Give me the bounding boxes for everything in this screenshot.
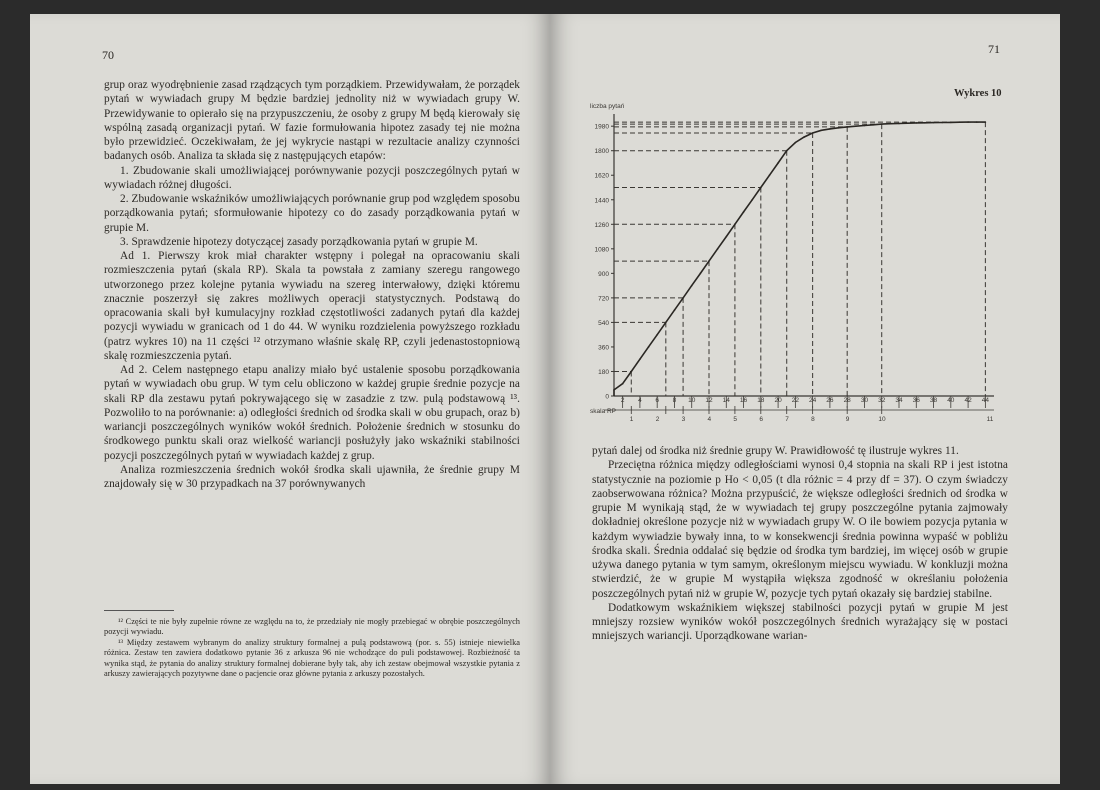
rp-class-label: 1 — [629, 416, 634, 423]
y-tick-label: 360 — [598, 344, 609, 352]
x-tick-label: 42 — [964, 397, 972, 404]
data-point — [613, 389, 615, 391]
data-point — [950, 122, 952, 124]
data-point — [743, 211, 745, 213]
data-point — [648, 346, 650, 348]
x-tick-label: 36 — [912, 397, 920, 404]
y-tick-label: 1800 — [594, 148, 609, 156]
data-point — [829, 128, 831, 130]
footnote: ¹² Części te nie były zupełnie równe ze względu na to, że przedziały nie mogły przebiegać w obrębie poszczególnych pozycji wywiadu. — [104, 617, 520, 637]
x-tick-label: 2 — [620, 397, 625, 404]
y-tick-label: 720 — [598, 295, 609, 303]
data-point — [622, 383, 624, 385]
y-axis-label: liczba pytań — [590, 103, 625, 110]
data-point — [630, 371, 632, 373]
data-point — [872, 124, 874, 126]
data-point — [734, 223, 736, 225]
rp-scale-label: skala RP — [590, 408, 617, 415]
right-body-text — [592, 444, 1008, 644]
rp-class-label: 2 — [655, 416, 660, 423]
footnote-divider — [104, 610, 174, 611]
data-point — [682, 297, 684, 299]
x-tick-label: 4 — [638, 397, 642, 404]
data-point — [838, 127, 840, 129]
y-tick-label: 1620 — [594, 172, 609, 180]
paragraph: Przeciętna różnica między odległościami wynosi 0,4 stopnia na skali RP i jest istotna statystycznie na poziomie p Ho < 0,05 (t dla różnic = 4 przy df = 37). O czym świadczy zaobserwowana różnica? Można przypuścić, że większe odległości średnich od środka w grupie M wynikają stąd, że w wywiadach tej grupy poszczególne pytania zajmowały dokładniej określone pozycje niż w wywiadach grupy W. O ile bowiem pozycja pytania w każdym wywiadzie bywały inna, to w konsekwencji średnia powinna wypaść w pobliżu środka skali. Średnia oddalać się będzie od środka tym bardziej, im więcej osób w grupie używa danego pytania w tym samym, określonym miejscu wywiadu. W konkluzji można stwierdzić, że w grupie M wystąpiła większa zgodność w określaniu położenia poszczególnych pytań niż w grupie W, pozycje tych pytań okazały się bardziej stabilne. — [592, 459, 1008, 600]
x-tick-label: 8 — [672, 397, 677, 404]
x-tick-label: 40 — [947, 397, 955, 404]
y-tick-label: 1260 — [594, 221, 609, 229]
footnotes — [104, 610, 520, 679]
y-tick-label: 540 — [598, 319, 609, 327]
data-point — [967, 121, 969, 123]
x-tick-label: 6 — [655, 397, 659, 404]
rp-class-label: 3 — [681, 416, 686, 423]
data-point — [769, 174, 771, 176]
data-point — [907, 122, 909, 124]
rp-class-label: 9 — [845, 416, 850, 423]
data-point — [881, 123, 883, 125]
y-tick-label: 900 — [598, 270, 609, 278]
page-number: 70 — [102, 48, 114, 62]
data-point — [985, 121, 987, 123]
y-tick-label: 1440 — [594, 197, 609, 205]
x-tick-label: 30 — [860, 397, 869, 404]
data-point — [639, 358, 641, 360]
data-point — [708, 260, 710, 262]
rp-class-label: 6 — [759, 416, 763, 423]
data-point — [691, 285, 693, 287]
data-point — [656, 334, 658, 336]
x-tick-label: 22 — [791, 397, 799, 404]
x-tick-label: 26 — [826, 397, 834, 404]
paragraph: 1. Zbudowanie skali umożliwiającej porównywanie pozycji poszczególnych pytań w wywiadach różnej długości. — [104, 164, 520, 191]
left-page — [30, 14, 550, 784]
rp-class-label: 4 — [707, 416, 712, 423]
data-point — [674, 309, 676, 311]
paragraph: Analiza rozmieszczenia średnich wokół środka skali ujawniła, że średnie grupy M znajdowały się w 30 przypadkach na 37 porównywanych — [104, 463, 520, 490]
data-point — [915, 122, 917, 124]
y-tick-label: 180 — [598, 368, 609, 376]
paragraph: Ad 2. Celem następnego etapu analizy miało być ustalenie sposobu porządkowania pytań w wywiadach obu grup. W tym celu obliczono w każdej grupie średnie pozycje na skali RP dla zestawu pytań pokrywającego się w zasadzie z tzw. pulą podstawową ¹³. Pozwoliło to na porównanie: a) odległości średnich od środka skali w obu grupach, oraz b) wariancji poszczególnych wyników wokół średnich. Położenie średnich w stosunku do środkowego punktu skali oraz wielkość wariancji posłużyły jako wskaźniki stabilności pozycji poszczególnych pytań w wywiadach każdej z grup. — [104, 364, 520, 462]
rp-class-label: 5 — [733, 416, 738, 423]
data-point — [760, 187, 762, 189]
chart-svg — [586, 98, 1008, 430]
data-point — [941, 122, 943, 124]
right-page — [550, 14, 1060, 784]
x-tick-label: 14 — [722, 397, 730, 404]
data-point — [820, 129, 822, 131]
data-point — [898, 123, 900, 125]
figure-label: Wykres 10 — [954, 88, 1002, 99]
paragraph: pytań dalej od środka niż średnie grupy W. Prawidłowość tę ilustruje wykres 11. — [592, 445, 959, 457]
x-tick-label: 32 — [878, 397, 886, 404]
data-point — [976, 121, 978, 123]
paragraph: Ad 1. Pierwszy krok miał charakter wstępny i polegał na opracowaniu skali rozmieszczenia pytań (skala RP). Skala ta powstała z zamiany szeregu rangowego utworzonego przez kolejne pytania wywiadu na szereg interwałowy, dzięki któremu znacznie poszerzył się zakres możliwych operacji statystycznych. Podstawą do opracowania skali był kumulacyjny rozkład częstotliwości zadanych pytań dla każdej pozycji wywiadu w granicach od 1 do 44. W wyniku rozdzielenia powyższego rozkładu (patrz wykres 10) na 11 części ¹² otrzymano właśnie skalę RP, czyli jedenastostopniową skalę rozmieszczenia pytań. — [104, 250, 520, 362]
x-tick-label: 20 — [774, 397, 782, 404]
x-tick-label: 24 — [809, 397, 817, 404]
x-tick-label: 16 — [739, 397, 748, 404]
y-tick-label: 1080 — [594, 246, 609, 254]
left-body-text — [104, 78, 520, 491]
paragraph: grup oraz wyodrębnienie zasad rządzących tym porządkiem. Przewidywałam, że porządek pytań w wywiadach grupy M będzie bardziej jednolity niż w wywiadach grupy W. Przewidywanie to opierało się na przypuszczeniu, że osoby z grupy M będą kierowały się wspólną zasadą organizacji pytań. W fazie formułowania hipotez zasady tej nie można było przewidzieć. Oczekiwałam, że jej wykrycie nastąpi w rezultacie analizy czynności badanych osób. Analiza ta składa się z następujących etapów: — [104, 79, 520, 163]
data-point — [786, 150, 788, 152]
cumulative-chart — [586, 98, 1008, 430]
data-point — [924, 122, 926, 124]
data-point — [717, 248, 719, 250]
rp-class-label: 11 — [986, 416, 994, 423]
paragraph: Dodatkowym wskaźnikiem większej stabilności pozycji pytań w grupie M jest mniejszy rozsiew wyników wokół poszczególnych średnich wyrażający się w postaci mniejszych wariancji. Uporządkowane warian- — [592, 601, 1008, 643]
data-point — [795, 142, 797, 144]
data-point — [890, 123, 892, 125]
data-point — [803, 136, 805, 138]
data-point — [846, 126, 848, 128]
page-number: 71 — [988, 42, 1000, 56]
paragraph: 3. Sprawdzenie hipotezy dotyczącej zasady porządkowania pytań w grupie M. — [120, 235, 478, 248]
data-point — [812, 132, 814, 134]
x-tick-label: 12 — [705, 397, 713, 404]
x-tick-label: 44 — [981, 397, 989, 404]
cumulative-line — [614, 122, 985, 396]
rp-class-label: 7 — [785, 416, 789, 423]
data-point — [933, 122, 935, 124]
x-tick-label: 18 — [757, 397, 765, 404]
paragraph: 2. Zbudowanie wskaźników umożliwiających porównanie grup pod względem sposobu porządkowania pytań; sformułowanie hipotezy co do zasady porządkowania pytań w grupie M. — [104, 193, 520, 234]
data-point — [777, 162, 779, 164]
data-point — [665, 322, 667, 324]
data-point — [864, 125, 866, 127]
x-tick-label: 34 — [895, 397, 903, 404]
rp-class-label: 8 — [811, 416, 815, 423]
footnote: ¹³ Między zestawem wybranym do analizy struktury formalnej a pulą podstawową (por. s. 55) istnieje niewielka różnica. Zestaw ten zawiera dodatkowo pytanie 36 z arkusza 96 nie wchodzące do puli podstawowej. Rozbieżność ta wynika stąd, że pytania do analizy struktury formalnej dobierane były tak, aby ich zestaw obejmował wszystkie pytania z arkuszy zawierających pozytywne dane o pacjencie oraz główne pytania z arkuszy pozostałych. — [104, 637, 520, 679]
data-point — [700, 273, 702, 275]
x-tick-label: 38 — [929, 397, 938, 404]
y-tick-label: 0 — [605, 393, 609, 401]
x-tick-label: 10 — [688, 397, 696, 404]
data-point — [855, 125, 857, 127]
data-point — [725, 236, 727, 238]
data-point — [751, 199, 753, 201]
x-tick-label: 28 — [843, 397, 851, 404]
rp-class-label: 10 — [878, 416, 886, 423]
data-point — [959, 121, 961, 123]
y-tick-label: 1980 — [594, 123, 609, 131]
